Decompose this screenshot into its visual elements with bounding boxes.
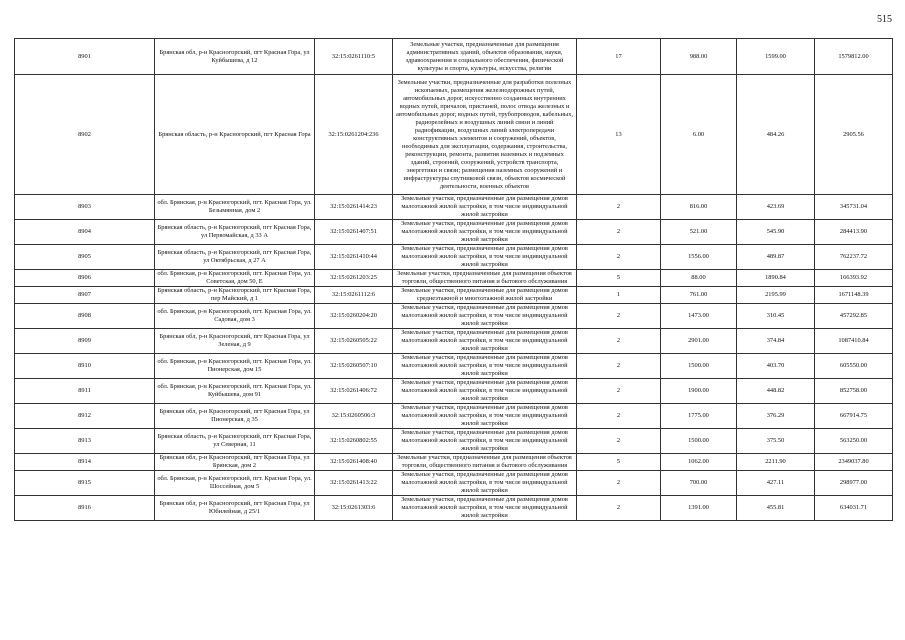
group-cell: 2 xyxy=(577,471,661,496)
cadastral-number-cell: 32:15:0260507:10 xyxy=(315,354,393,379)
specific-value-cell: 455.81 xyxy=(737,496,815,521)
cadastral-value-cell: 634031.71 xyxy=(815,496,893,521)
row-number-cell: 8911 xyxy=(15,379,155,404)
area-cell: 1500.00 xyxy=(661,429,737,454)
area-cell: 1775.00 xyxy=(661,404,737,429)
row-number-cell: 8910 xyxy=(15,354,155,379)
address-cell: обл. Брянская, р-н Красногорский, пгт. Красная Гора, ул. Куйбышева, дом 91 xyxy=(155,379,315,404)
group-cell: 13 xyxy=(577,75,661,195)
table-row xyxy=(15,471,893,496)
group-cell: 2 xyxy=(577,304,661,329)
table-row xyxy=(15,220,893,245)
cadastral-number-cell: 32:15:0261303:6 xyxy=(315,496,393,521)
land-use-cell: Земельные участки, предназначенные для размещения домов малоэтажной жилой застройки, в том числе индивидуальной жилой застройки xyxy=(393,329,577,354)
cadastral-value-cell: 1671148.39 xyxy=(815,287,893,304)
row-number-cell: 8904 xyxy=(15,220,155,245)
specific-value-cell: 2211.90 xyxy=(737,454,815,471)
table-row xyxy=(15,354,893,379)
group-cell: 2 xyxy=(577,220,661,245)
land-use-cell: Земельные участки, предназначенные для размещения административных зданий, объектов образования, науки, здравоохранения и социального обеспечения, физической культуры и спорта, культуры, искусства, религии xyxy=(393,39,577,75)
area-cell: 521.00 xyxy=(661,220,737,245)
address-cell: Брянская область, р-н Красногорский, пгт Красная Гора, ул Первомайская, д 33 А xyxy=(155,220,315,245)
area-cell: 700.00 xyxy=(661,471,737,496)
table-row xyxy=(15,304,893,329)
specific-value-cell: 376.29 xyxy=(737,404,815,429)
group-cell: 1 xyxy=(577,287,661,304)
cadastral-value-cell: 563250.00 xyxy=(815,429,893,454)
table-row xyxy=(15,454,893,471)
table-row xyxy=(15,245,893,270)
cadastral-value-cell: 605550.00 xyxy=(815,354,893,379)
specific-value-cell: 423.69 xyxy=(737,195,815,220)
address-cell: Брянская область, р-н Красногорский, пгт Красная Гора, ул Октябрьская, д 27 А xyxy=(155,245,315,270)
group-cell: 2 xyxy=(577,404,661,429)
area-cell: 1062.00 xyxy=(661,454,737,471)
cadastral-value-cell: 298977.00 xyxy=(815,471,893,496)
group-cell: 5 xyxy=(577,270,661,287)
group-cell: 2 xyxy=(577,354,661,379)
area-cell: 6.00 xyxy=(661,75,737,195)
land-use-cell: Земельные участки, предназначенные для размещения домов малоэтажной жилой застройки, в том числе индивидуальной жилой застройки xyxy=(393,429,577,454)
specific-value-cell: 374.84 xyxy=(737,329,815,354)
address-cell: обл. Брянская, р-н Красногорский, пгт. Красная Гора, ул. Садовая, дом 3 xyxy=(155,304,315,329)
group-cell: 2 xyxy=(577,195,661,220)
cadastral-number-cell: 32:15:0261204:236 xyxy=(315,75,393,195)
cadastral-number-cell: 32:15:0261406:72 xyxy=(315,379,393,404)
cadastral-number-cell: 32:15:0261410:44 xyxy=(315,245,393,270)
land-use-cell: Земельные участки, предназначенные для размещения домов малоэтажной жилой застройки, в том числе индивидуальной жилой застройки xyxy=(393,220,577,245)
group-cell: 2 xyxy=(577,429,661,454)
area-cell: 1556.00 xyxy=(661,245,737,270)
table-row xyxy=(15,195,893,220)
address-cell: Брянская обл, р-н Красногорский, пгт Красная Гора, ул Юбилейная, д 25/1 xyxy=(155,496,315,521)
row-number-cell: 8914 xyxy=(15,454,155,471)
row-number-cell: 8916 xyxy=(15,496,155,521)
table-row xyxy=(15,270,893,287)
cadastral-value-cell: 667914.75 xyxy=(815,404,893,429)
area-cell: 1500.00 xyxy=(661,354,737,379)
area-cell: 1900.00 xyxy=(661,379,737,404)
row-number-cell: 8913 xyxy=(15,429,155,454)
cadastral-number-cell: 32:15:0261203:25 xyxy=(315,270,393,287)
land-use-cell: Земельные участки, предназначенные для размещения объектов торговли, общественного питания и бытового обслуживания xyxy=(393,270,577,287)
specific-value-cell: 2195.99 xyxy=(737,287,815,304)
cadastral-value-cell: 1087410.84 xyxy=(815,329,893,354)
page-number: 515 xyxy=(877,14,892,25)
address-cell: Брянская обл, р-н Красногорский, пгт Красная Гора, ул Пионерская, д 35 xyxy=(155,404,315,429)
cadastral-number-cell: 32:15:0260802:55 xyxy=(315,429,393,454)
specific-value-cell: 448.82 xyxy=(737,379,815,404)
row-number-cell: 8905 xyxy=(15,245,155,270)
group-cell: 2 xyxy=(577,496,661,521)
cadastral-number-cell: 32:15:0261110:5 xyxy=(315,39,393,75)
specific-value-cell: 1599.00 xyxy=(737,39,815,75)
cadastral-value-cell: 852758.00 xyxy=(815,379,893,404)
land-use-cell: Земельные участки, предназначенные для размещения домов малоэтажной жилой застройки, в том числе индивидуальной жилой застройки xyxy=(393,304,577,329)
specific-value-cell: 310.45 xyxy=(737,304,815,329)
group-cell: 2 xyxy=(577,379,661,404)
row-number-cell: 8902 xyxy=(15,75,155,195)
cadastral-number-cell: 32:15:0261407:51 xyxy=(315,220,393,245)
table-row xyxy=(15,496,893,521)
cadastral-number-cell: 32:15:0261112:6 xyxy=(315,287,393,304)
cadastral-value-cell: 762237.72 xyxy=(815,245,893,270)
address-cell: Брянская обл, р-н Красногорский, пгт Красная Гора, ул Зеленая, д 9 xyxy=(155,329,315,354)
cadastral-number-cell: 32:15:0260204:20 xyxy=(315,304,393,329)
specific-value-cell: 427.11 xyxy=(737,471,815,496)
area-cell: 2901.00 xyxy=(661,329,737,354)
cadastral-value-cell: 284413.90 xyxy=(815,220,893,245)
address-cell: обл. Брянская, р-н Красногорский, пгт. Красная Гора, ул. Советская, дом 50, Е xyxy=(155,270,315,287)
cadastral-number-cell: 32:15:0261413:22 xyxy=(315,471,393,496)
table-row xyxy=(15,429,893,454)
land-plots-table xyxy=(14,38,893,521)
address-cell: Брянская обл, р-н Красногорский, пгт Красная Гора, ул Куйбышева, д 12 xyxy=(155,39,315,75)
area-cell: 1391.00 xyxy=(661,496,737,521)
cadastral-number-cell: 32:15:0261408:40 xyxy=(315,454,393,471)
specific-value-cell: 375.50 xyxy=(737,429,815,454)
table-row xyxy=(15,287,893,304)
address-cell: Брянская область, р-н Красногорский, пгт Красная Гора, пер Майский, д 1 xyxy=(155,287,315,304)
cadastral-value-cell: 2349037.80 xyxy=(815,454,893,471)
land-use-cell: Земельные участки, предназначенные для размещения домов малоэтажной жилой застройки, в том числе индивидуальной жилой застройки xyxy=(393,354,577,379)
cadastral-value-cell: 166393.92 xyxy=(815,270,893,287)
table-row xyxy=(15,404,893,429)
table-body xyxy=(15,39,893,521)
group-cell: 17 xyxy=(577,39,661,75)
address-cell: обл. Брянская, р-н Красногорский, пгт. Красная Гора, ул. Шоссейная, дом 5 xyxy=(155,471,315,496)
table-row xyxy=(15,329,893,354)
land-use-cell: Земельные участки, предназначенные для разработки полезных ископаемых, размещения железнодорожных путей, автомобильных дорог, искусственно созданных внутренних водных путей, причалов, пристаней, полос отвода железных и автомобильных дорог, водных путей, трубопроводов, кабельных, радиорелейных и воздушных линий связи и линий радиофикации, воздушных линий электропередачи конструктивных элементов и сооружений, объектов, необходимых для эксплуатации, содержания, строительства, реконструкции, ремонта, развития наземных и подземных зданий, строений, сооружений, устройств транспорта, энергетики и связи; размещения наземных сооружений и инфраструктуры спутниковой связи, объектов космической деятельности, военных объектов xyxy=(393,75,577,195)
row-number-cell: 8903 xyxy=(15,195,155,220)
area-cell: 816.00 xyxy=(661,195,737,220)
cadastral-number-cell: 32:15:0260506:3 xyxy=(315,404,393,429)
specific-value-cell: 545.90 xyxy=(737,220,815,245)
address-cell: Брянская область, р-н Красногорский, пгт Красная Гора, ул Северная, 11 xyxy=(155,429,315,454)
area-cell: 988.00 xyxy=(661,39,737,75)
area-cell: 1473.00 xyxy=(661,304,737,329)
cadastral-number-cell: 32:15:0260505:22 xyxy=(315,329,393,354)
specific-value-cell: 1890.84 xyxy=(737,270,815,287)
row-number-cell: 8908 xyxy=(15,304,155,329)
land-use-cell: Земельные участки, предназначенные для размещения домов малоэтажной жилой застройки, в том числе индивидуальной жилой застройки xyxy=(393,379,577,404)
row-number-cell: 8912 xyxy=(15,404,155,429)
address-cell: Брянская обл, р-н Красногорский, пгт Красная Гора, ул Брянская, дом 2 xyxy=(155,454,315,471)
land-use-cell: Земельные участки, предназначенные для размещения домов малоэтажной жилой застройки, в том числе индивидуальной жилой застройки xyxy=(393,496,577,521)
land-use-cell: Земельные участки, предназначенные для размещения домов малоэтажной жилой застройки, в том числе индивидуальной жилой застройки xyxy=(393,195,577,220)
table-row xyxy=(15,75,893,195)
address-cell: обл. Брянская, р-н Красногорский, пгт. Красная Гора, ул. Пионерская, дом 15 xyxy=(155,354,315,379)
row-number-cell: 8901 xyxy=(15,39,155,75)
land-use-cell: Земельные участки, предназначенные для размещения объектов торговли, общественного питания и бытового обслуживания xyxy=(393,454,577,471)
row-number-cell: 8909 xyxy=(15,329,155,354)
table-row xyxy=(15,39,893,75)
area-cell: 761.00 xyxy=(661,287,737,304)
table-row xyxy=(15,379,893,404)
cadastral-value-cell: 2905.56 xyxy=(815,75,893,195)
group-cell: 2 xyxy=(577,329,661,354)
land-use-cell: Земельные участки, предназначенные для размещения домов малоэтажной жилой застройки, в том числе индивидуальной жилой застройки xyxy=(393,471,577,496)
row-number-cell: 8907 xyxy=(15,287,155,304)
row-number-cell: 8915 xyxy=(15,471,155,496)
cadastral-value-cell: 457292.85 xyxy=(815,304,893,329)
cadastral-value-cell: 345731.04 xyxy=(815,195,893,220)
address-cell: Брянская область, р-н Красногорский, пгт Красная Гора xyxy=(155,75,315,195)
land-use-cell: Земельные участки, предназначенные для размещения домов среднеэтажной и многоэтажной жилой застройки xyxy=(393,287,577,304)
specific-value-cell: 403.70 xyxy=(737,354,815,379)
area-cell: 88.00 xyxy=(661,270,737,287)
specific-value-cell: 489.87 xyxy=(737,245,815,270)
row-number-cell: 8906 xyxy=(15,270,155,287)
land-use-cell: Земельные участки, предназначенные для размещения домов малоэтажной жилой застройки, в том числе индивидуальной жилой застройки xyxy=(393,245,577,270)
specific-value-cell: 484.26 xyxy=(737,75,815,195)
cadastral-number-cell: 32:15:0261414:23 xyxy=(315,195,393,220)
cadastral-value-cell: 1579812.00 xyxy=(815,39,893,75)
group-cell: 2 xyxy=(577,245,661,270)
land-use-cell: Земельные участки, предназначенные для размещения домов малоэтажной жилой застройки, в том числе индивидуальной жилой застройки xyxy=(393,404,577,429)
address-cell: обл. Брянская, р-н Красногорский, пгт. Красная Гора, ул. Безымянная, дом 2 xyxy=(155,195,315,220)
group-cell: 5 xyxy=(577,454,661,471)
